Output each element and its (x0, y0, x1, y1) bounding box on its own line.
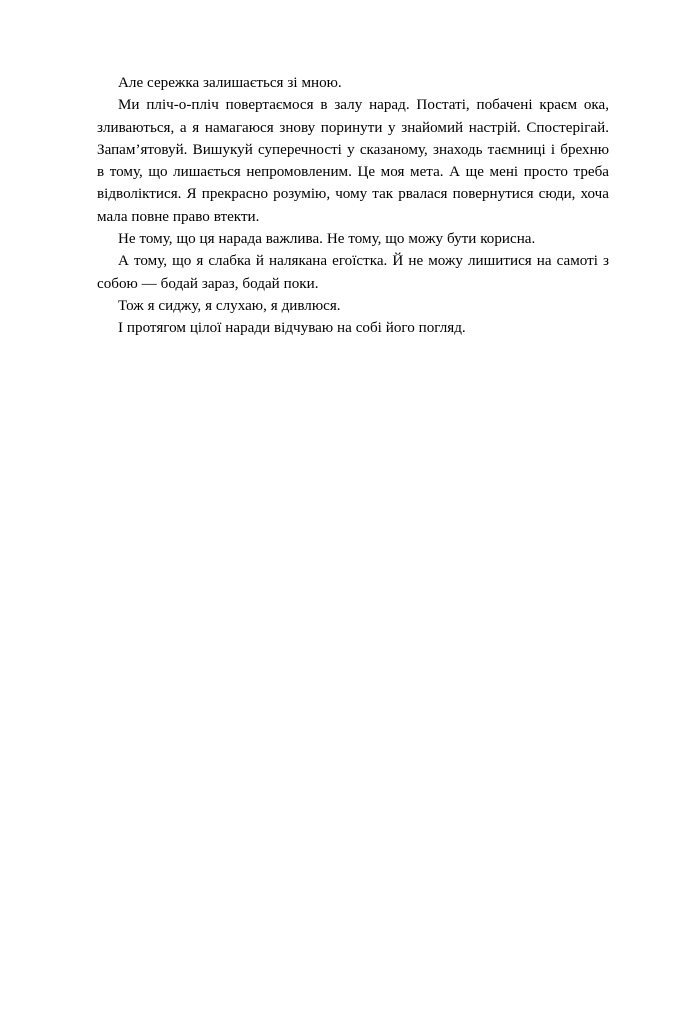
paragraph: Але сережка залишається зі мною. (118, 75, 342, 91)
paragraph: І протягом цілої наради відчуваю на собі його погляд. (118, 320, 466, 337)
paragraph: А тому, що я слабка й налякана егоїстка. Й не можу лишитися на самоті з собою — бодай зараз, бодай поки. (97, 253, 609, 292)
body-text-column (97, 72, 609, 340)
paragraph: Тож я сиджу, я слухаю, я дивлюся. (118, 297, 341, 314)
paragraph: Не тому, що ця нарада важлива. Не тому, що можу бути корисна. (118, 231, 536, 248)
paragraph: Ми пліч-о-пліч повертаємося в залу нарад. Постаті, побачені краєм ока, зливаються, а я намагаюся знову поринути у знайомий настрій. Спостерігай. Запам’ятовуй. Вишукуй суперечності у сказаному, знаходь таємниці і брехню в тому, що лишається непромовленим. Це моя мета. А ще мені просто треба відволіктися. Я прекрасно розумію, чому так рвалася повернутися сюди, хоча мала повне право втекти. (97, 97, 609, 225)
